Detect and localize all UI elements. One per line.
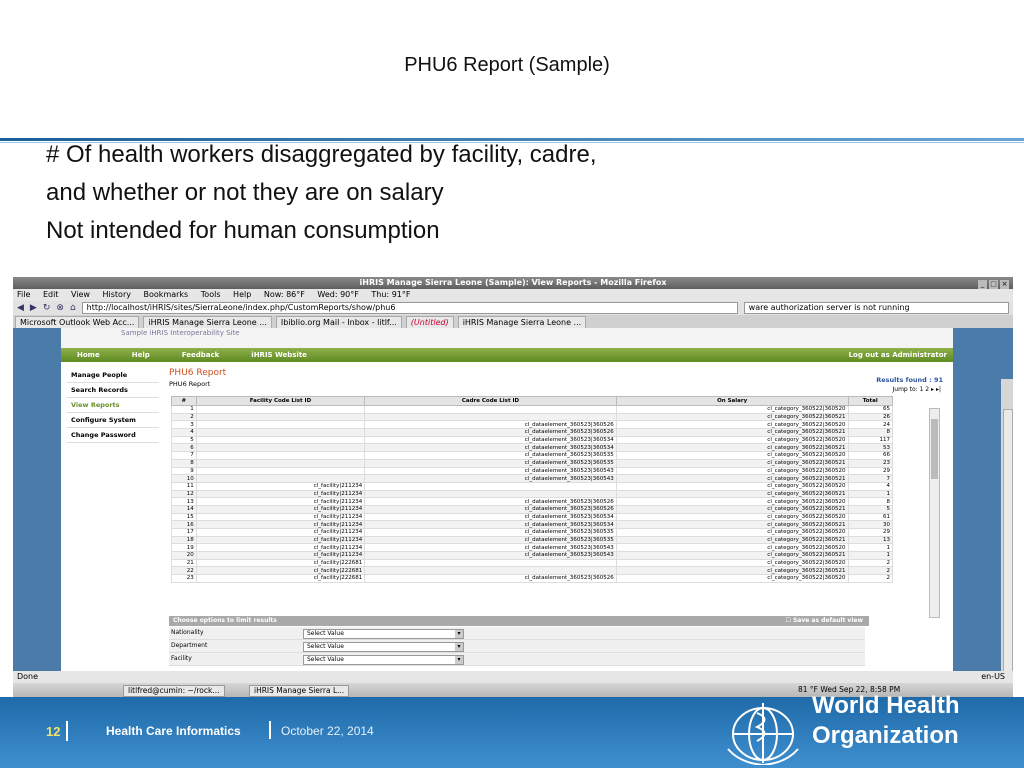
table-cell: 29 <box>848 467 893 475</box>
browser-screenshot <box>13 277 1013 697</box>
table-cell: 3 <box>172 421 197 429</box>
reload-icon[interactable]: ↻ <box>42 303 51 313</box>
table-cell <box>196 459 364 467</box>
table-row <box>172 559 893 567</box>
table-cell: 19 <box>172 544 197 552</box>
maximize-icon[interactable]: □ <box>990 280 997 288</box>
table-row <box>172 406 893 414</box>
table-cell: cl_dataelement_360523|360543 <box>365 475 617 483</box>
table-cell: 23 <box>172 575 197 583</box>
filter-row-department <box>169 640 865 653</box>
tab-untitled[interactable]: (Untitled) <box>406 316 454 328</box>
table-cell: cl_category_360522|360521 <box>616 444 848 452</box>
table-cell: cl_dataelement_360523|360526 <box>365 505 617 513</box>
table-cell: cl_category_360522|360520 <box>616 467 848 475</box>
who-wordmark <box>812 691 960 751</box>
table-cell: 18 <box>172 536 197 544</box>
table-row <box>172 413 893 421</box>
table-cell: 117 <box>848 436 893 444</box>
table-cell: cl_category_360522|360520 <box>616 436 848 444</box>
table-cell: cl_category_360522|360520 <box>616 482 848 490</box>
table-cell: cl_facility|222681 <box>196 567 364 575</box>
report-title: PHU6 Report <box>169 368 227 378</box>
page-viewport <box>13 328 1013 671</box>
table-cell <box>196 421 364 429</box>
table-cell <box>365 406 617 414</box>
menu-view-reports[interactable]: View Reports <box>67 398 159 413</box>
nav-feedback[interactable]: Feedback <box>181 351 220 359</box>
table-cell: 14 <box>172 505 197 513</box>
table-cell: cl_category_360522|360520 <box>616 452 848 460</box>
table-row <box>172 429 893 437</box>
table-cell: cl_category_360522|360521 <box>616 413 848 421</box>
menu-bookmarks[interactable]: Bookmarks <box>143 290 189 299</box>
table-cell: cl_dataelement_360523|360543 <box>365 552 617 560</box>
table-cell: 29 <box>848 529 893 537</box>
table-cell: 2 <box>848 567 893 575</box>
table-cell: 4 <box>172 429 197 437</box>
table-cell: 7 <box>848 475 893 483</box>
window-controls <box>976 278 1009 290</box>
table-cell: cl_facility|211234 <box>196 529 364 537</box>
table-body <box>172 406 893 583</box>
page-scrollbar[interactable] <box>1001 379 1013 697</box>
table-cell: cl_facility|211234 <box>196 513 364 521</box>
footer-date: October 22, 2014 <box>281 724 374 738</box>
table-cell: cl_category_360522|360520 <box>616 529 848 537</box>
tab-ihris-1[interactable]: iHRIS Manage Sierra Leone ... <box>143 316 272 328</box>
limit-results-header <box>169 616 869 626</box>
report-header <box>169 368 949 388</box>
table-cell: 4 <box>848 482 893 490</box>
table-row <box>172 436 893 444</box>
table-cell: 1 <box>848 490 893 498</box>
table-row <box>172 529 893 537</box>
table-cell: 8 <box>848 498 893 506</box>
table-cell: 11 <box>172 482 197 490</box>
table-cell <box>196 452 364 460</box>
nationality-select[interactable]: Select Value ▾ <box>303 629 464 639</box>
bullet-item <box>44 136 597 174</box>
menu-edit[interactable]: Edit <box>42 290 59 299</box>
table-row <box>172 421 893 429</box>
table-cell <box>196 444 364 452</box>
table-row <box>172 452 893 460</box>
system-tray-clock: 81 °F Wed Sep 22, 8:58 PM <box>798 685 901 694</box>
task-terminal[interactable]: litlfred@cumin: ~/rock... <box>123 685 225 697</box>
table-cell: 13 <box>848 536 893 544</box>
table-cell: 1 <box>848 552 893 560</box>
table-cell: 20 <box>172 552 197 560</box>
table-cell: 8 <box>848 429 893 437</box>
bullet-text: Not intended for human consumption <box>46 217 440 245</box>
table-cell: 65 <box>848 406 893 414</box>
table-cell: cl_dataelement_360523|360534 <box>365 513 617 521</box>
table-cell <box>365 413 617 421</box>
table-cell: 66 <box>848 452 893 460</box>
table-cell: cl_category_360522|360521 <box>616 490 848 498</box>
table-row <box>172 575 893 583</box>
weather-wed[interactable]: Wed: 90°F <box>317 290 359 299</box>
table-cell: 17 <box>172 529 197 537</box>
table-cell: cl_category_360522|360520 <box>616 559 848 567</box>
footer-org: Health Care Informatics <box>106 724 241 738</box>
filter-label: Department <box>171 642 208 649</box>
table-row <box>172 513 893 521</box>
menu-view[interactable]: View <box>70 290 90 299</box>
table-cell: 26 <box>848 413 893 421</box>
table-row <box>172 498 893 506</box>
table-cell: cl_category_360522|360521 <box>616 552 848 560</box>
table-cell: cl_dataelement_360523|360526 <box>365 429 617 437</box>
table-cell: cl_dataelement_360523|360543 <box>365 544 617 552</box>
filter-row-facility <box>169 653 865 666</box>
tab-ihris-2[interactable]: iHRIS Manage Sierra Leone ... <box>458 316 587 328</box>
table-cell: cl_facility|211234 <box>196 536 364 544</box>
table-cell <box>365 490 617 498</box>
table-cell: cl_dataelement_360523|360535 <box>365 529 617 537</box>
table-cell: 8 <box>172 459 197 467</box>
table-cell: cl_category_360522|360521 <box>616 536 848 544</box>
who-emblem-icon <box>722 699 804 765</box>
search-input[interactable]: ware authorization server is not running <box>744 302 1009 314</box>
table-row <box>172 505 893 513</box>
limit-results-title: Choose options to limit results <box>173 617 277 624</box>
table-header-row <box>172 397 893 406</box>
nav-ihris-website[interactable]: iHRIS Website <box>251 351 307 359</box>
table-cell: cl_category_360522|360520 <box>616 544 848 552</box>
department-select[interactable]: Select Value ▾ <box>303 642 464 652</box>
table-cell: 21 <box>172 559 197 567</box>
menu-tools[interactable]: Tools <box>200 290 221 299</box>
home-icon[interactable]: ⌂ <box>69 303 76 313</box>
close-icon[interactable]: × <box>1001 280 1008 288</box>
table-cell: cl_category_360522|360521 <box>616 429 848 437</box>
menu-manage-people[interactable]: Manage People <box>67 368 159 383</box>
task-firefox[interactable]: iHRIS Manage Sierra L... <box>249 685 349 697</box>
table-cell <box>196 475 364 483</box>
facility-select[interactable]: Select Value ▾ <box>303 655 464 665</box>
status-text: Done <box>17 672 39 681</box>
table-row <box>172 444 893 452</box>
filter-row-nationality <box>169 627 865 640</box>
menu-change-password[interactable]: Change Password <box>67 428 159 443</box>
table-cell: cl_facility|211234 <box>196 498 364 506</box>
table-cell <box>196 467 364 475</box>
tab-ibiblio-mail[interactable]: Ibiblio.org Mail - Inbox - litlf... <box>276 316 402 328</box>
table-cell: 2 <box>848 559 893 567</box>
table-cell: cl_category_360522|360520 <box>616 498 848 506</box>
save-default-label: Save as default view <box>792 617 863 624</box>
table-cell <box>196 429 364 437</box>
menu-file[interactable]: File <box>17 290 31 299</box>
menu-bar <box>13 289 1013 301</box>
table-cell: 1 <box>848 544 893 552</box>
bullet-list <box>44 136 597 250</box>
report-subtitle: PHU6 Report <box>169 380 211 388</box>
report-table <box>171 396 893 583</box>
table-cell: cl_category_360522|360520 <box>616 513 848 521</box>
table-cell: 15 <box>172 513 197 521</box>
window-titlebar <box>13 277 1013 289</box>
table-cell: 9 <box>172 467 197 475</box>
table-cell: 5 <box>848 505 893 513</box>
bullet-item <box>44 174 597 212</box>
table-cell: cl_facility|222681 <box>196 575 364 583</box>
slide-title: PHU6 Report (Sample) <box>404 54 610 76</box>
table-cell: cl_dataelement_360523|360543 <box>365 467 617 475</box>
column-header[interactable]: Total <box>848 397 893 406</box>
table-cell: 23 <box>848 459 893 467</box>
nav-help[interactable]: Help <box>131 351 150 359</box>
forward-icon[interactable]: ▶ <box>29 303 37 313</box>
table-scrollbar[interactable] <box>929 408 940 618</box>
who-line2: Organization <box>812 722 959 749</box>
logout-link[interactable]: Log out as Administrator <box>848 351 947 359</box>
menu-configure-system[interactable]: Configure System <box>67 413 159 428</box>
table-row <box>172 536 893 544</box>
table-row <box>172 567 893 575</box>
table-cell: cl_category_360522|360520 <box>616 421 848 429</box>
table-cell: cl_dataelement_360523|360526 <box>365 575 617 583</box>
table-cell: 12 <box>172 490 197 498</box>
menu-search-records[interactable]: Search Records <box>67 383 159 398</box>
save-default-view[interactable]: ☐ Save as default view <box>785 617 863 624</box>
table-row <box>172 459 893 467</box>
table-cell: cl_facility|211234 <box>196 552 364 560</box>
column-header[interactable]: On Salary <box>616 397 848 406</box>
filter-label: Nationality <box>171 629 204 636</box>
stop-icon[interactable]: ⊗ <box>56 303 64 313</box>
table-cell: cl_dataelement_360523|360534 <box>365 444 617 452</box>
column-header[interactable]: Facility Code List ID <box>196 397 364 406</box>
table-cell: cl_category_360522|360521 <box>616 459 848 467</box>
table-cell: cl_dataelement_360523|360526 <box>365 421 617 429</box>
top-nav <box>61 348 953 362</box>
table-cell: 22 <box>172 567 197 575</box>
table-cell: 13 <box>172 498 197 506</box>
table-cell: cl_category_360522|360521 <box>616 475 848 483</box>
table-cell: 53 <box>848 444 893 452</box>
table-cell: cl_facility|211234 <box>196 482 364 490</box>
table-cell: cl_category_360522|360521 <box>616 505 848 513</box>
ihris-page <box>61 328 953 671</box>
table-cell: cl_facility|211234 <box>196 544 364 552</box>
pagination[interactable]: Jump to: 1 2 ▸ ▸| <box>892 386 941 393</box>
weather-thu[interactable]: Thu: 91°F <box>371 290 411 299</box>
table-cell: cl_category_360522|360521 <box>616 567 848 575</box>
table-cell <box>365 567 617 575</box>
table-cell: 6 <box>172 444 197 452</box>
table-cell: cl_dataelement_360523|360535 <box>365 452 617 460</box>
slide-footer <box>0 692 1024 768</box>
table-cell: cl_dataelement_360523|360535 <box>365 459 617 467</box>
table-cell: 16 <box>172 521 197 529</box>
table-row <box>172 490 893 498</box>
table-cell: cl_dataelement_360523|360526 <box>365 498 617 506</box>
table-cell <box>196 436 364 444</box>
table-cell <box>365 559 617 567</box>
table-cell <box>196 406 364 414</box>
menu-history[interactable]: History <box>102 290 131 299</box>
bullet-text: # Of health workers disaggregated by facility, cadre, <box>46 141 597 168</box>
footer-divider <box>269 721 271 739</box>
column-header[interactable]: # <box>172 397 197 406</box>
brand-subtitle: Sample iHRIS Interoperability Site <box>61 328 953 348</box>
table-cell: cl_category_360522|360520 <box>616 406 848 414</box>
table-cell: cl_dataelement_360523|360535 <box>365 536 617 544</box>
results-count: Results found : 91 <box>876 376 943 384</box>
table-cell: 24 <box>848 421 893 429</box>
window-title: iHRIS Manage Sierra Leone (Sample): View Reports - Mozilla Firefox <box>359 278 667 287</box>
table-cell: cl_facility|211234 <box>196 505 364 513</box>
table-cell: 7 <box>172 452 197 460</box>
table-row <box>172 482 893 490</box>
table-cell: 2 <box>848 575 893 583</box>
table-cell: cl_facility|211234 <box>196 490 364 498</box>
page-scrollbar-thumb[interactable] <box>1003 409 1013 697</box>
page-number: 12 <box>46 724 61 739</box>
table-row <box>172 467 893 475</box>
url-bar[interactable]: http://localhost/iHRIS/sites/SierraLeone/index.php/CustomReports/show/phu6 <box>82 302 738 314</box>
navigation-toolbar <box>13 301 1013 315</box>
who-line1: World Health <box>812 692 960 719</box>
footer-divider <box>66 721 68 741</box>
filter-label: Facility <box>171 655 192 662</box>
table-cell: cl_category_360522|360521 <box>616 521 848 529</box>
table-row <box>172 521 893 529</box>
table-cell: cl_dataelement_360523|360534 <box>365 521 617 529</box>
minimize-icon[interactable]: _ <box>978 280 987 289</box>
table-row <box>172 552 893 560</box>
left-menu <box>67 368 159 443</box>
column-header[interactable]: Cadre Code List ID <box>365 397 617 406</box>
table-cell: 5 <box>172 436 197 444</box>
table-cell <box>196 413 364 421</box>
bullet-item <box>44 212 597 250</box>
menu-help[interactable]: Help <box>233 290 252 299</box>
weather-now[interactable]: Now: 86°F <box>263 290 305 299</box>
locale-indicator[interactable]: en-US <box>981 672 1005 681</box>
table-cell: cl_facility|211234 <box>196 521 364 529</box>
tab-outlook[interactable]: Microsoft Outlook Web Acc... <box>15 316 139 328</box>
nav-home[interactable]: Home <box>77 351 100 359</box>
table-cell: cl_category_360522|360520 <box>616 575 848 583</box>
table-cell: 10 <box>172 475 197 483</box>
table-cell: cl_dataelement_360523|360534 <box>365 436 617 444</box>
bullet-text: and whether or not they are on salary <box>46 179 444 207</box>
table-cell: 1 <box>172 406 197 414</box>
back-icon[interactable]: ◀ <box>17 303 24 313</box>
status-bar <box>13 671 1013 683</box>
table-cell <box>365 482 617 490</box>
table-row <box>172 475 893 483</box>
table-cell: cl_facility|222681 <box>196 559 364 567</box>
table-cell: 2 <box>172 413 197 421</box>
tab-bar <box>13 315 1013 328</box>
table-scrollbar-thumb[interactable] <box>931 419 938 479</box>
table-row <box>172 544 893 552</box>
table-cell: 30 <box>848 521 893 529</box>
table-cell: 61 <box>848 513 893 521</box>
